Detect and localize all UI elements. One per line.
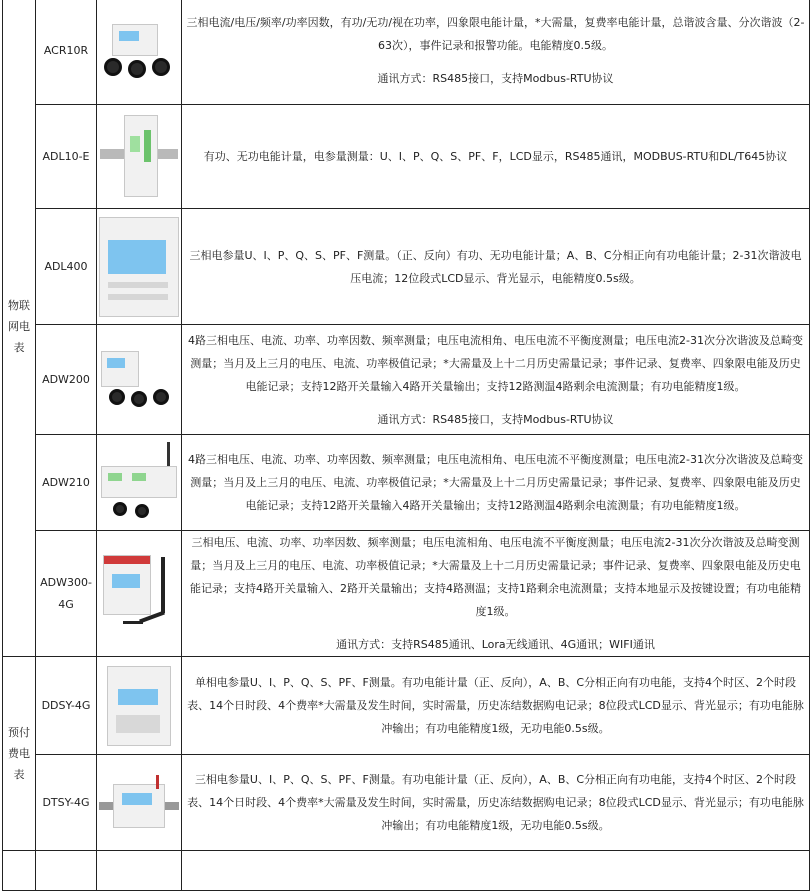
table-row [3,209,810,325]
product-image-cell [97,325,182,435]
description-cell [182,531,810,657]
meter-with-ct-coils-icon [100,16,178,86]
product-image-cell [97,435,182,531]
empty-cell [3,851,36,891]
product-image-cell [97,105,182,209]
product-image-cell [97,531,182,657]
description-cell [182,209,810,325]
table-row [3,531,810,657]
empty-cell [36,851,97,891]
model-cell [36,325,97,435]
model-name: ADL10-E [42,150,90,163]
prepaid-meter-icon [101,664,177,748]
category-cell-prepaid [3,657,36,851]
category-cell-iot [3,0,36,657]
description-cell [182,435,810,531]
model-name: ADW210 [42,476,90,489]
description-text: 4路三相电压、电流、功率、功率因数、频率测量；电压电流相角、电压电流不平衡度测量；电压电流2-31次分次谐波及总畸变测量；当月及上三月的电压、电流、功率极值记录；*大需量及上十二月历史需量记录；事件记录、复费率、四象限电能及历史电能记录；支持12路开关量输入4路开关量输出；支持12路测温4路剩余电流测量；有功电能精度1级。 [188,453,803,512]
comm-text: 通讯方式：RS485接口，支持Modbus-RTU协议 [377,412,614,426]
model-name: DTSY-4G [42,796,90,809]
table-row [3,435,810,531]
model-cell [36,209,97,325]
description-text: 有功、无功电能计量，电参量测量：U、I、P、Q、S、PF、F，LCD显示，RS485通讯，MODBUS-RTU和DL/T645协议 [203,150,788,163]
table-row [3,325,810,435]
category-label: 费电 [8,747,30,760]
model-name: ADW300-4G [40,575,92,611]
description-cell [182,325,810,435]
comm-text: 通讯方式：支持RS485通讯、Lora无线通讯、4G通讯；WIFI通讯 [336,638,655,651]
table-row [3,105,810,209]
model-cell [36,755,97,851]
empty-cell [97,851,182,891]
description-text: 单相电参量U、I、P、Q、S、PF、F测量。有功电能计量（正、反向），A、B、C分相正向有功电能，支持4个时区、2个时段表、14个日时段、4个费率*大需量及发生时间，实时需量，历史冻结数据购电记录；8位段式LCD显示、背光显示；有功电能脉冲输出；有功电能精度1级，无功电能0.5s级。 [187,676,804,735]
din-rail-prepaid-meter-icon [99,768,179,838]
description-text: 三相电流/电压/频率/功率因数，有功/无功/视在功率，四象限电能计量，*大需量，复费率电能计量，总谐波含量、分次谐波（2-63次），事件记录和报警功能。电能精度0.5级。 [186,16,805,52]
model-name: ACR10R [43,44,89,57]
description-text: 三相电参量U、I、P、Q、S、PF、F测量。（正、反向）有功、无功电能计量；A、B、C分相正向有功电能计量；2-31次谐波电压电流；12位段式LCD显示、背光显示，电能精度0.5s级。 [189,248,802,285]
description-cell [182,657,810,755]
category-label: 表 [13,768,25,781]
model-cell [36,531,97,657]
4g-meter-with-antenna-icon [99,549,179,639]
table-row [3,755,810,851]
description-text: 三相电参量U、I、P、Q、S、PF、F测量。有功电能计量（正、反向），A、B、C分相正向有功电能，支持4个时区、2个时段表、14个日时段、4个费率*大需量及发生时间，实时需量，历史冻结数据购电记录；8位段式LCD显示、背光显示；有功电能脉冲输出；有功电能精度1级，无功电能0.5s级。 [187,773,804,832]
product-image-cell [97,657,182,755]
category-label: 网电 [8,320,30,333]
model-cell [36,435,97,531]
product-table [2,0,810,891]
product-image-cell [97,0,182,105]
description-cell [182,755,810,851]
model-cell [36,0,97,105]
meter-with-antenna-icon [99,440,179,526]
description-text: 三相电压、电流、功率、功率因数、频率测量；电压电流相角、电压电流不平衡度测量；电压电流2-31次分次谐波及总畸变测量；当月及上三月的电压、电流、功率极值记录；*大需量及上十二月历史需量记录；事件记录、复费率、四象限电能及历史电能记录；支持4路开关量输入、2路开关量输出；支持4路测温；支持1路剩余电流测量；支持本地显示及按键设置；有功电能精度1级。 [190,536,801,618]
din-rail-meter-icon [100,111,178,203]
category-label: 表 [13,341,25,354]
model-cell [36,105,97,209]
empty-cell [182,851,810,891]
model-name: ADL400 [44,260,88,273]
category-label: 预付 [8,726,30,739]
table-row [3,0,810,105]
category-label: 物联 [8,299,30,312]
product-image-cell [97,209,182,325]
model-name: DDSY-4G [41,699,91,712]
model-name: ADW200 [42,373,90,386]
table-row [3,851,810,891]
description-cell [182,0,810,105]
description-cell [182,105,810,209]
product-image-cell [97,755,182,851]
table-row [3,657,810,755]
lcd-meter-icon [99,215,179,319]
meter-with-ct-coils-icon [99,345,179,415]
comm-text: 通讯方式：RS485接口，支持Modbus-RTU协议 [377,72,614,85]
description-text: 4路三相电压、电流、功率、功率因数、频率测量；电压电流相角、电压电流不平衡度测量；电压电流2-31次分次谐波及总畸变测量；当月及上三月的电压、电流、功率极值记录；*大需量及上十二月历史需量记录；事件记录、复费率、四象限电能及历史电能记录；支持12路开关量输入4路开关量输出；支持12路测温4路剩余电流测量；有功电能精度1级。 [188,333,803,393]
model-cell [36,657,97,755]
